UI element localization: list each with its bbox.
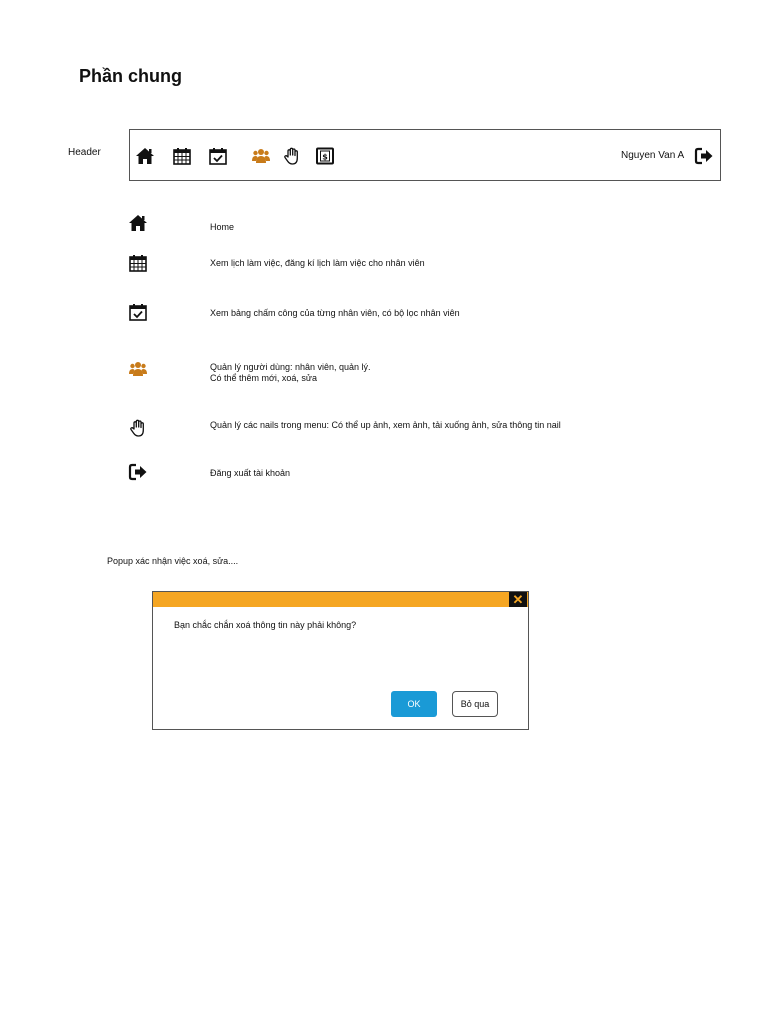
logout-icon[interactable]	[694, 146, 714, 166]
users-icon[interactable]	[251, 146, 271, 166]
home-icon	[128, 213, 148, 233]
legend-nails-text: Quản lý các nails trong menu: Có thể up ảnh, xem ảnh, tải xuống ảnh, sửa thông tin nail	[210, 420, 561, 430]
logout-icon	[128, 462, 148, 482]
users-icon	[128, 359, 148, 379]
legend-home-text: Home	[210, 222, 235, 232]
skip-button[interactable]: Bỏ qua	[452, 691, 498, 717]
hand-icon	[128, 418, 148, 438]
ok-button[interactable]: OK	[391, 691, 437, 717]
page-title: Phần chung	[79, 66, 182, 86]
legend-users-line2: Có thể thêm mới, xoá, sửa	[210, 373, 317, 383]
username-label: Nguyen Van A	[621, 150, 685, 161]
close-icon[interactable]: ✕	[509, 592, 527, 607]
calendar-check-icon[interactable]	[208, 146, 228, 166]
popup-caption: Popup xác nhận việc xoá, sửa....	[107, 556, 239, 566]
header-label: Header	[68, 147, 101, 158]
hand-icon[interactable]	[282, 146, 302, 166]
home-icon[interactable]	[135, 146, 155, 166]
legend-timesheet-text: Xem bảng chấm công của từng nhân viên, có bộ lọc nhân viên	[210, 308, 460, 318]
legend-calendar-text: Xem lịch làm việc, đăng kí lịch làm việc cho nhân viên	[210, 258, 425, 268]
calendar-check-icon	[128, 302, 148, 322]
calendar-icon[interactable]	[172, 146, 192, 166]
legend-users-line1: Quản lý người dùng: nhân viên, quản lý.	[210, 362, 371, 372]
dialog-title-bar	[153, 592, 528, 607]
calendar-icon	[128, 253, 148, 273]
confirm-dialog	[152, 591, 529, 730]
dialog-message: Bạn chắc chắn xoá thông tin này phải không?	[174, 620, 357, 630]
legend-logout-text: Đăng xuất tài khoản	[210, 468, 291, 478]
legend-users-text	[210, 362, 371, 384]
money-icon[interactable]	[315, 146, 335, 166]
svg-text:$: $	[322, 152, 328, 162]
